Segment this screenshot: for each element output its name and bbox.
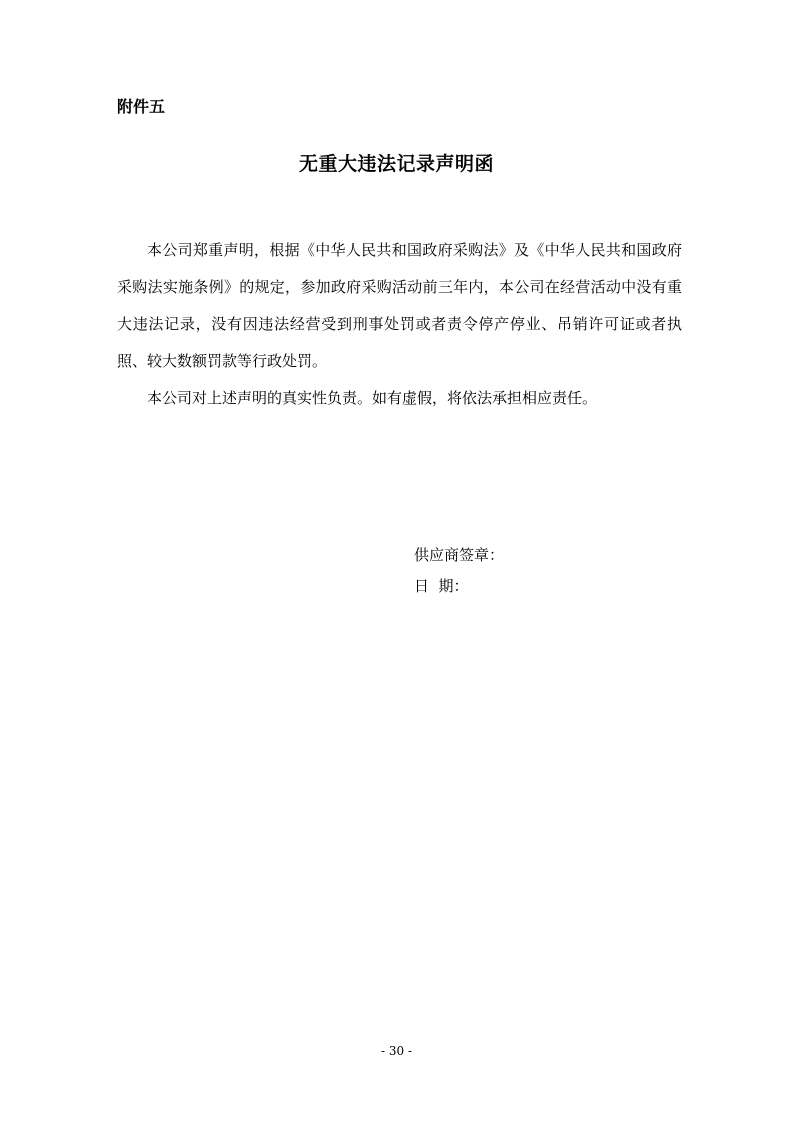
signature-block <box>414 540 504 602</box>
document-title: 无重大违法记录声明函 <box>298 153 494 175</box>
supplier-seal-label: 供应商签章： <box>414 546 505 564</box>
page-number: - 30 - <box>380 1044 412 1058</box>
date-label: 日 期： <box>414 577 469 595</box>
attachment-label: 附件五 <box>117 97 166 116</box>
declaration-body <box>117 232 682 417</box>
responsibility-paragraph: 本公司对上述声明的真实性负责。如有虚假，将依法承担相应责任。 <box>147 389 598 407</box>
declaration-paragraph: 本公司郑重声明，根据《中华人民共和国政府采购法》及《中华人民共和国政府采购法实施条例》的规定，参加政府采购活动前三年内，本公司在经营活动中没有重大违法记录，没有因违法经营受到刑事处罚或者责令停产停业、吊销许可证或者执照、较大数额罚款等行政处罚。 <box>117 241 682 370</box>
